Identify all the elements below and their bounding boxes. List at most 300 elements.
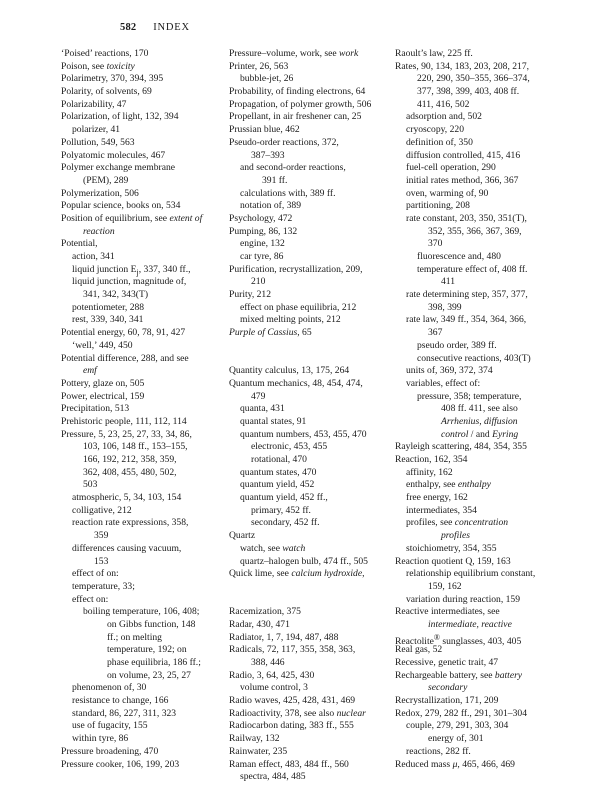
entry-text-tail: , 465, 466, 469 (457, 758, 515, 770)
entry-text: Racemization, 375 (229, 606, 301, 618)
entry-text: Probability, of finding electrons, 64 (229, 86, 366, 98)
entry-text: engine, 132 (240, 238, 285, 250)
index-entry (229, 378, 404, 391)
index-entry (61, 99, 231, 112)
entry-text: 159, 162 (428, 580, 462, 592)
index-entry (61, 61, 231, 74)
index-entry (229, 708, 404, 721)
index-entry (395, 670, 585, 683)
entry-text: temperature effect of, 408 ff. (417, 263, 528, 275)
index-entry (61, 276, 231, 289)
index-entry (229, 771, 404, 784)
entry-text: cryoscopy, 220 (406, 124, 464, 136)
entry-text: temperature, 33; (72, 580, 135, 592)
index-entry (61, 632, 231, 645)
index-entry (229, 441, 404, 454)
index-entry (395, 594, 585, 607)
entry-italic: intermediate, reactive (428, 618, 512, 630)
entry-text: potentiometer, 288 (72, 301, 145, 313)
index-entry (395, 619, 585, 632)
entry-text: 362, 408, 455, 480, 502, (83, 466, 177, 478)
entry-text: pressure, 358; temperature, (417, 390, 522, 402)
entry-text: Rayleigh scattering, 484, 354, 355 (395, 441, 527, 453)
index-entry (61, 429, 231, 442)
entry-superscript: ® (433, 632, 440, 642)
index-entry (61, 175, 231, 188)
entry-italic: emf (83, 365, 97, 377)
index-entry (395, 429, 585, 442)
index-entry (229, 213, 404, 226)
entry-text: intermediates, 354 (406, 504, 477, 516)
entry-text: Potential difference, 288, and see (61, 352, 189, 364)
entry-text: 398, 399 (428, 301, 462, 313)
entry-text: Raman effect, 483, 484 ff., 560 (229, 758, 349, 770)
entry-text: diffusion controlled, 415, 416 (406, 149, 521, 161)
index-entry (61, 568, 231, 581)
index-entry (61, 150, 231, 163)
page-header (120, 22, 190, 35)
entry-text: Quartz (229, 530, 256, 542)
index-entry (395, 111, 585, 124)
entry-text: 479 (251, 390, 266, 402)
entry-text: reactions, 282 ff. (406, 745, 471, 757)
entry-text: rotational, 470 (251, 454, 307, 465)
entry-text: ‘Poised’ reactions, 170 (61, 48, 149, 59)
index-entry (229, 568, 404, 581)
index-entry (229, 416, 404, 429)
entry-text: Redox, 279, 282 ff., 291, 301–304 (395, 707, 527, 719)
entry-text: Pressure, 5, 23, 25, 27, 33, 34, 86, (61, 428, 192, 440)
entry-text: ‘well,’ 449, 450 (72, 339, 133, 351)
entry-text: Pumping, 86, 132 (229, 225, 298, 237)
entry-text: Polarimetry, 370, 394, 395 (61, 73, 164, 85)
index-entry (61, 530, 231, 543)
entry-text: 220, 290, 350–355, 366–374, (417, 73, 530, 85)
entry-italic: enthalpy (457, 479, 491, 491)
entry-text: definition of, 350 (406, 136, 473, 148)
entry-text: Recrystallization, 171, 209 (395, 695, 499, 707)
index-entry (395, 746, 585, 759)
entry-text: liquid junction E (72, 263, 137, 275)
entry-text: Reactive intermediates, see (395, 606, 500, 618)
index-entry (229, 746, 404, 759)
index-entry (229, 670, 404, 683)
entry-text: Poison, see (61, 60, 107, 72)
index-entry (61, 353, 231, 366)
entry-italic: profiles (441, 530, 470, 542)
entry-text: initial rates method, 366, 367 (406, 174, 519, 186)
entry-text: within tyre, 86 (72, 733, 129, 745)
index-entry (61, 606, 231, 619)
index-entry (395, 327, 585, 340)
index-entry (395, 200, 585, 213)
entry-italic-tail: Eyring (492, 428, 519, 440)
entry-text: adsorption and, 502 (406, 111, 482, 123)
entry-text: phase equilibria, 186 ff.; (107, 657, 201, 668)
entry-text: Raoult’s law, 225 ff. (395, 48, 473, 59)
index-entry (61, 213, 231, 226)
index-entry (395, 720, 585, 733)
entry-text: effect on phase equilibria, 212 (240, 301, 357, 313)
entry-subscript: j (136, 267, 139, 277)
index-entry (395, 581, 585, 594)
index-entry (395, 657, 585, 670)
entry-text: rest, 339, 340, 341 (72, 314, 144, 326)
index-entry (61, 594, 231, 607)
entry-text: Radiator, 1, 7, 194, 487, 488 (229, 631, 339, 643)
section-gap (229, 594, 404, 607)
entry-text: Precipitation, 513 (61, 403, 130, 415)
index-entry (395, 479, 585, 492)
index-entry (395, 213, 585, 226)
entry-text: notation of, 389 (240, 200, 302, 212)
index-entry (61, 48, 231, 61)
entry-text: 388, 446 (251, 657, 285, 668)
entry-text: and second-order reactions, (240, 162, 346, 174)
index-entry (229, 314, 404, 327)
index-column-left (61, 48, 231, 771)
index-entry (61, 365, 231, 378)
index-entry (395, 759, 585, 772)
entry-text: 352, 355, 366, 367, 369, (428, 225, 522, 237)
entry-italic: watch (282, 542, 306, 554)
index-entry (395, 568, 585, 581)
entry-text: Reaction, 162, 354 (395, 454, 468, 465)
index-entry (395, 517, 585, 530)
index-entry (229, 264, 404, 277)
index-entry (61, 327, 231, 340)
entry-text: Polymer exchange membrane (61, 162, 176, 174)
index-entry (395, 264, 585, 277)
index-entry (229, 657, 404, 670)
entry-text: Recessive, genetic trait, 47 (395, 657, 499, 668)
entry-text: Printer, 26, 563 (229, 60, 289, 72)
entry-text: Radio waves, 425, 428, 431, 469 (229, 695, 356, 707)
index-entry (395, 695, 585, 708)
index-entry (229, 73, 404, 86)
entry-text: Power, electrical, 159 (61, 390, 145, 402)
index-entry (395, 530, 585, 543)
index-entry (229, 517, 404, 530)
entry-text: Position of equilibrium, see (61, 212, 170, 224)
entry-text: Radio, 3, 64, 425, 430 (229, 669, 315, 681)
index-entry (395, 226, 585, 239)
entry-text: affinity, 162 (406, 466, 453, 478)
entry-text: Rainwater, 235 (229, 745, 288, 757)
entry-text: 411, 416, 502 (417, 98, 470, 110)
index-entry (229, 695, 404, 708)
entry-italic: toxicity (106, 60, 135, 72)
index-entry (61, 340, 231, 353)
index-entry (395, 441, 585, 454)
entry-text: Quick lime, see (229, 568, 292, 580)
entry-text: rate determining step, 357, 377, (406, 289, 528, 301)
index-entry (229, 48, 404, 61)
index-entry (395, 467, 585, 480)
entry-text: Polyatomic molecules, 467 (61, 149, 166, 161)
index-entry (61, 619, 231, 632)
index-entry (61, 200, 231, 213)
index-entry (229, 454, 404, 467)
entry-text: use of fugacity, 155 (72, 720, 148, 732)
index-entry (61, 492, 231, 505)
entry-text: electronic, 453, 455 (251, 441, 328, 453)
index-entry (229, 365, 404, 378)
entry-text: Prehistoric people, 111, 112, 114 (61, 415, 187, 427)
entry-text: Purity, 212 (229, 289, 272, 301)
index-entry (61, 264, 231, 277)
entry-text: Quantity calculus, 13, 175, 264 (229, 365, 350, 377)
index-entry (229, 606, 404, 619)
index-entry (229, 391, 404, 404)
entry-text: consecutive reactions, 403(T) (417, 352, 531, 364)
entry-italic: extent of (169, 212, 203, 224)
entry-text: Pressure broadening, 470 (61, 745, 159, 757)
entry-text: (PEM), 289 (83, 174, 129, 186)
index-entry (229, 188, 404, 201)
index-entry (61, 226, 231, 239)
index-entry (395, 505, 585, 518)
entry-text: partitioning, 208 (406, 200, 470, 212)
index-entry (395, 403, 585, 416)
index-entry (61, 517, 231, 530)
entry-text: Radiocarbon dating, 383 ff., 555 (229, 720, 354, 732)
index-entry (395, 175, 585, 188)
entry-text: Quantum mechanics, 48, 454, 474, (229, 377, 363, 389)
index-entry (61, 111, 231, 124)
page-number: 582 (120, 22, 137, 33)
entry-italic: secondary (428, 682, 468, 694)
index-entry (61, 251, 231, 264)
index-entry (229, 619, 404, 632)
entry-italic: Arrhenius, diffusion (441, 415, 518, 427)
index-entry (61, 505, 231, 518)
index-entry (395, 73, 585, 86)
index-entry (61, 746, 231, 759)
index-entry (395, 632, 585, 645)
index-entry (395, 708, 585, 721)
entry-text-tail: , 337, 340 ff., (138, 263, 191, 275)
index-entry (229, 644, 404, 657)
entry-text: variation during reaction, 159 (406, 593, 521, 605)
entry-italic: battery (494, 669, 523, 681)
index-entry (229, 111, 404, 124)
entry-text: Rechargeable battery, see (395, 669, 495, 681)
entry-text: 377, 398, 399, 403, 408 ff. (417, 86, 520, 98)
entry-italic: reaction (83, 225, 115, 237)
index-entry (229, 302, 404, 315)
entry-text: 370 (428, 238, 443, 250)
index-entry (229, 137, 404, 150)
index-entry (395, 314, 585, 327)
entry-text: Psychology, 472 (229, 212, 293, 224)
entry-text: relationship equilibrium constant, (406, 568, 536, 580)
index-entry (395, 61, 585, 74)
index-entry (229, 530, 404, 543)
entry-text: quantum states, 470 (240, 466, 317, 478)
entry-text: enthalpy, see (406, 479, 458, 491)
entry-text: reaction rate expressions, 358, (72, 517, 189, 529)
entry-text-tail: , 65 (297, 327, 312, 339)
index-entry (395, 492, 585, 505)
entry-text: watch, see (240, 542, 283, 554)
index-entry (229, 276, 404, 289)
entry-text: Pressure–volume, work, see (229, 48, 340, 59)
entry-text: standard, 86, 227, 311, 323 (72, 707, 177, 719)
index-entry (395, 86, 585, 99)
entry-text: ff.; on melting (107, 631, 162, 643)
index-entry (229, 162, 404, 175)
entry-text: differences causing vacuum, (72, 542, 182, 554)
entry-text: Propagation, of polymer growth, 506 (229, 98, 372, 110)
index-entry (229, 238, 404, 251)
index-entry (395, 99, 585, 112)
entry-text: liquid junction, magnitude of, (72, 276, 187, 288)
index-entry (229, 327, 404, 340)
index-entry (61, 454, 231, 467)
index-entry (229, 682, 404, 695)
index-entry (61, 644, 231, 657)
index-entry (61, 543, 231, 556)
index-entry (229, 759, 404, 772)
index-entry (61, 416, 231, 429)
index-entry (395, 543, 585, 556)
index-entry (395, 378, 585, 391)
entry-text: secondary, 452 ff. (251, 517, 320, 529)
entry-italic: calcium hydroxide (291, 568, 363, 580)
index-entry (61, 733, 231, 746)
entry-text: Potential, (61, 238, 98, 250)
index-entry (395, 454, 585, 467)
entry-text: mixed melting points, 212 (240, 314, 341, 326)
index-entry (229, 251, 404, 264)
index-entry (61, 289, 231, 302)
entry-text: quantum numbers, 453, 455, 470 (240, 428, 367, 440)
index-entry (61, 188, 231, 201)
index-entry (229, 720, 404, 733)
entry-text: Radicals, 72, 117, 355, 358, 363, (229, 644, 356, 656)
index-entry (61, 670, 231, 683)
entry-text: Pseudo-order reactions, 372, (229, 136, 339, 148)
entry-italic: nuclear (336, 707, 366, 719)
index-entry (61, 403, 231, 416)
entry-text: polarizer, 41 (72, 124, 121, 136)
entry-text: 503 (83, 479, 98, 491)
entry-text: Potential energy, 60, 78, 91, 427 (61, 327, 186, 339)
index-entry (61, 759, 231, 772)
entry-text: fuel-cell operation, 290 (406, 162, 496, 174)
entry-text: stoichiometry, 354, 355 (406, 542, 497, 554)
index-entry (395, 353, 585, 366)
index-entry (229, 86, 404, 99)
entry-text-tail: , (362, 568, 365, 580)
entry-text: atmospheric, 5, 34, 103, 154 (72, 492, 182, 504)
index-entry (229, 61, 404, 74)
entry-text: rate law, 349 ff., 354, 364, 366, (406, 314, 527, 326)
index-entry (61, 238, 231, 251)
index-entry (395, 606, 585, 619)
index-entry (61, 441, 231, 454)
entry-text-tail: / and (468, 428, 493, 440)
entry-text: 153 (94, 555, 109, 567)
entry-text: Reactolite (395, 635, 434, 647)
entry-text: Prussian blue, 462 (229, 124, 300, 136)
entry-text: Polarizability, 47 (61, 98, 127, 110)
index-entry (229, 505, 404, 518)
entry-text: Reaction quotient Q, 159, 163 (395, 555, 511, 567)
entry-text: Pottery, glaze on, 505 (61, 377, 145, 389)
index-entry (61, 682, 231, 695)
entry-text: Radar, 430, 471 (229, 618, 290, 630)
entry-text: 341, 342, 343(T) (83, 289, 149, 301)
entry-text: Purification, recrystallization, 209, (229, 263, 363, 275)
index-entry (61, 73, 231, 86)
entry-text: on Gibbs function, 148 (107, 618, 196, 630)
entry-text: 166, 192, 212, 358, 359, (83, 454, 177, 465)
entry-text: 367 (428, 327, 443, 339)
index-entry (229, 226, 404, 239)
index-entry (61, 86, 231, 99)
entry-text: quantum yield, 452 ff., (240, 492, 328, 504)
entry-text: Reduced mass (395, 758, 453, 770)
index-entry (61, 378, 231, 391)
entry-text: variables, effect of: (406, 377, 481, 389)
entry-text: Radioactivity, 378, see also (229, 707, 337, 719)
index-entry (229, 124, 404, 137)
index-entry (61, 556, 231, 569)
entry-text: quartz–halogen bulb, 474 ff., 505 (240, 555, 368, 567)
entry-text: temperature, 192; on (107, 644, 187, 656)
index-entry (229, 632, 404, 645)
entry-text: quantal states, 91 (240, 415, 307, 427)
index-entry (229, 556, 404, 569)
entry-text: couple, 279, 291, 303, 304 (406, 720, 509, 732)
index-entry (395, 289, 585, 302)
index-entry (395, 733, 585, 746)
index-entry (395, 416, 585, 429)
entry-text: bubble-jet, 26 (240, 73, 294, 85)
index-entry (229, 175, 404, 188)
section-gap (229, 340, 404, 353)
entry-text: boiling temperature, 106, 408; (83, 606, 200, 618)
entry-text: Polarization, of light, 132, 394 (61, 111, 179, 123)
index-entry (61, 124, 231, 137)
index-entry (395, 162, 585, 175)
entry-text: Pollution, 549, 563 (61, 136, 135, 148)
entry-text: units of, 369, 372, 374 (406, 365, 493, 377)
entry-text-tail: sunglasses, 403, 405 (439, 635, 522, 647)
entry-italic: control (441, 428, 469, 440)
entry-text: profiles, see (406, 517, 455, 529)
section-gap (229, 353, 404, 366)
index-entry (229, 289, 404, 302)
index-column-middle (229, 48, 404, 784)
entry-text: Real gas, 52 (395, 644, 443, 656)
index-entry (395, 302, 585, 315)
index-column-right (395, 48, 585, 771)
index-entry (395, 48, 585, 61)
entry-italic: μ (452, 758, 458, 770)
index-entry (229, 479, 404, 492)
entry-text: pseudo order, 389 ff. (417, 339, 497, 351)
index-entry (61, 302, 231, 315)
entry-text: action, 341 (72, 251, 115, 262)
section-gap (229, 581, 404, 594)
index-entry (395, 137, 585, 150)
entry-text: 408 ff. 411, see also (441, 403, 518, 415)
index-entry (61, 137, 231, 150)
entry-text: on volume, 23, 25, 27 (107, 669, 191, 681)
